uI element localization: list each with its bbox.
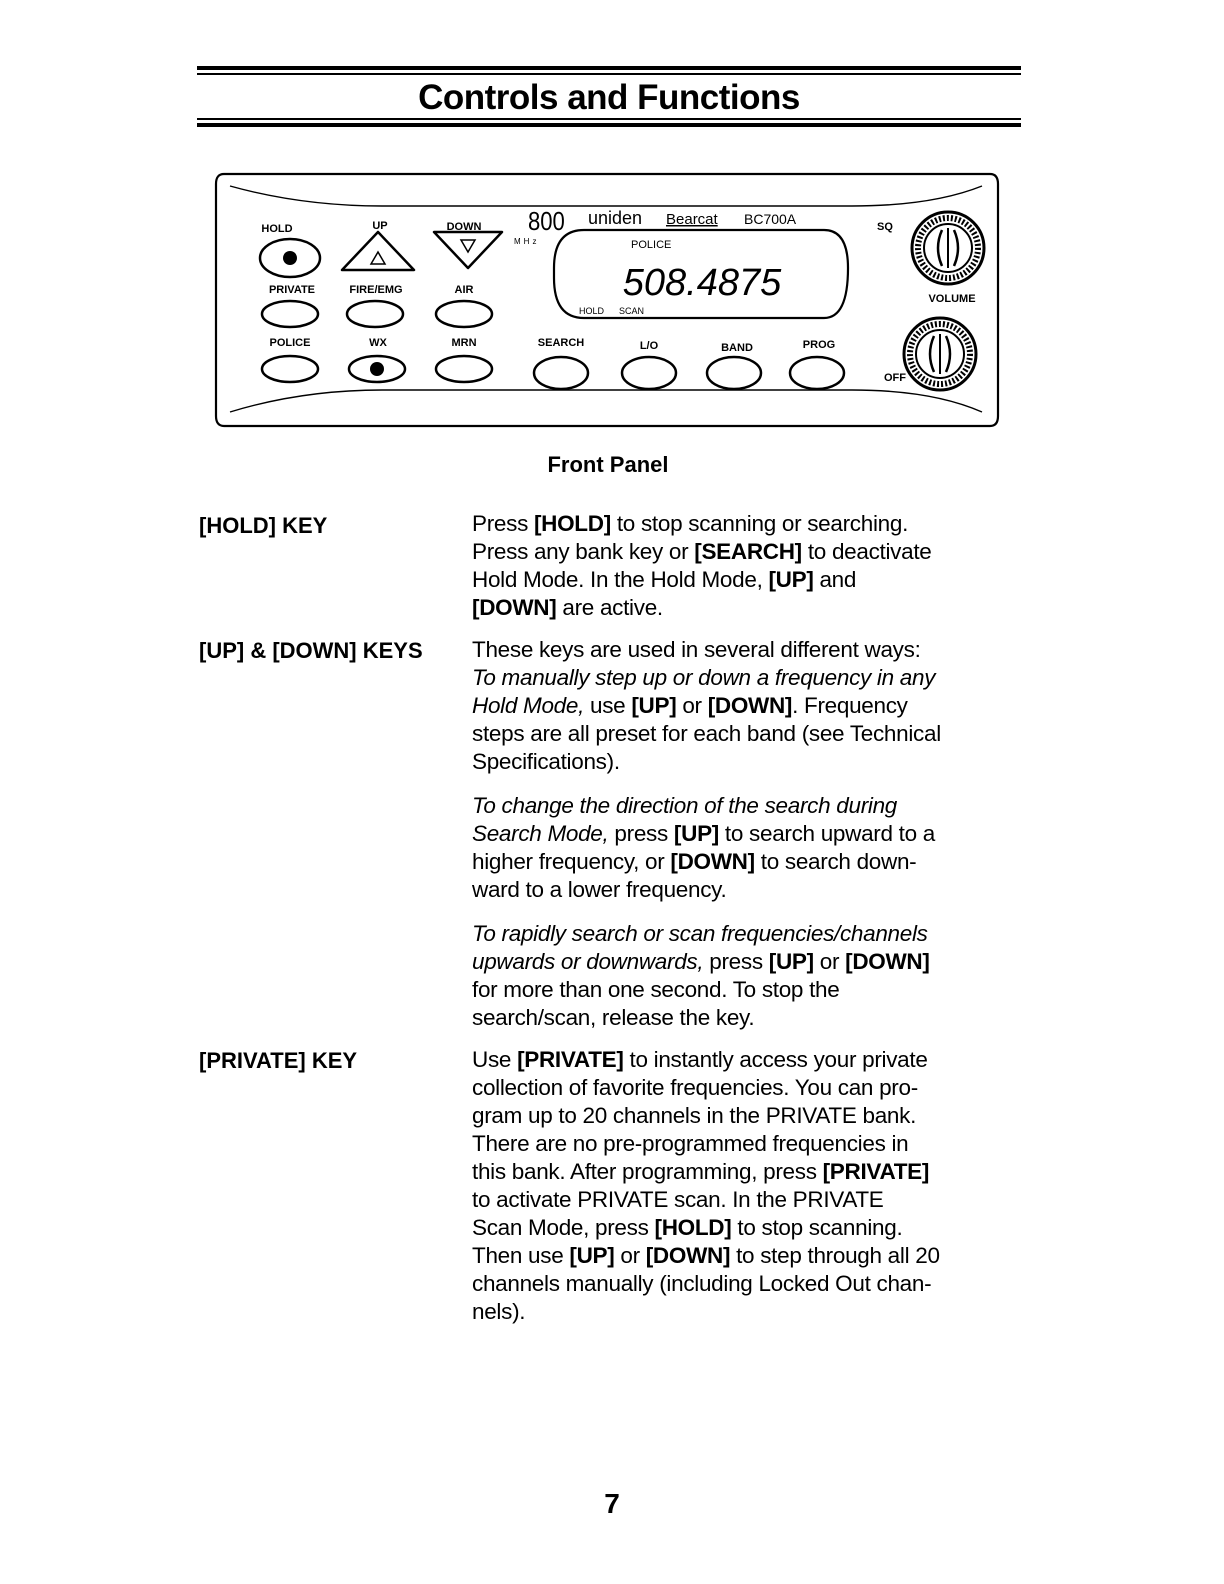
off-label: OFF (884, 372, 906, 384)
display-hold-indicator: HOLD (579, 306, 605, 316)
header-rule-top-thin (197, 73, 1021, 75)
air-key[interactable] (436, 301, 492, 327)
sq-knob-label: SQ (877, 221, 893, 233)
band-key[interactable] (707, 357, 761, 389)
display-scan-indicator: SCAN (619, 306, 645, 316)
updown-keys-heading: [UP] & [DOWN] KEYS (199, 638, 423, 663)
police-key-label: POLICE (269, 337, 311, 349)
up-key[interactable] (342, 232, 414, 270)
header-rule-bottom-thick (197, 123, 1021, 127)
display-frequency: 508.4875 (622, 262, 782, 304)
hold-key-label: HOLD (261, 223, 293, 235)
prog-key-label: PROG (802, 339, 836, 351)
band-800-badge: 800 (528, 207, 565, 237)
updown-paragraph-3: To rapidly search or scan frequencies/channels upwards or downwards, press [UP] or [DOWN] for more than one second. To stop the search/scan, release the key. (472, 921, 930, 1030)
display-bank: POLICE (631, 239, 672, 251)
mrn-key[interactable] (436, 356, 492, 382)
hold-key-description: Press [HOLD] to stop scanning or searching. Press any bank key or [SEARCH] to deactivate Hold Mode. In the Hold Mode, [UP] and [DOWN] are active. (472, 511, 932, 620)
up-key-label: UP (372, 220, 388, 232)
wx-key-dot (370, 362, 384, 376)
brand-name: uniden (588, 208, 643, 228)
down-key[interactable] (434, 232, 502, 268)
wx-key-label: WX (369, 337, 387, 349)
private-key[interactable] (262, 301, 318, 327)
police-key[interactable] (262, 356, 318, 382)
prog-key[interactable] (790, 357, 844, 389)
updown-keys-description (472, 636, 1032, 1032)
search-key-label: SEARCH (537, 337, 585, 349)
down-key-label: DOWN (446, 221, 482, 233)
fire-emg-key-label: FIRE/EMG (349, 284, 403, 296)
mrn-key-label: MRN (451, 337, 477, 349)
lo-key[interactable] (622, 357, 676, 389)
header-rule-top-thick (197, 66, 1021, 70)
mhz-badge: MHz (514, 237, 540, 246)
model-name: BC700A (744, 211, 797, 227)
hold-key-dot (283, 251, 297, 265)
page-number: 7 (604, 1488, 620, 1519)
band-key-label: BAND (721, 342, 753, 354)
private-key-description: Use [PRIVATE] to instantly access your private collection of favorite frequencies. You can pro- gram up to 20 channels in the PRIVATE bank. There are no pre-programmed frequencies in this bank. After programming, press [PRIVATE] to activate PRIVATE scan. In the PRIVATE Scan Mode, press [HOLD] to stop scanning. Then use [UP] or [DOWN] to step through all 20 channels manually (including Locked Out chan- nels). (472, 1047, 940, 1324)
private-key-label: PRIVATE (268, 284, 316, 296)
private-key-heading: [PRIVATE] KEY (199, 1048, 358, 1073)
front-panel-caption: Front Panel (547, 452, 669, 477)
search-key[interactable] (534, 357, 588, 389)
air-key-label: AIR (454, 284, 474, 296)
header-rule-bottom-thin (197, 118, 1021, 120)
squelch-knob[interactable] (912, 212, 984, 284)
fire-emg-key[interactable] (347, 301, 403, 327)
updown-paragraph-2: To change the direction of the search during Search Mode, press [UP] to search upward to a higher frequency, or [DOWN] to search down- ward to a lower frequency. (472, 793, 935, 902)
page-title: Controls and Functions (418, 78, 800, 117)
volume-knob[interactable] (904, 318, 976, 390)
updown-paragraph-1: These keys are used in several different ways: To manually step up or down a frequency in any Hold Mode, use [UP] or [DOWN]. Frequency steps are all preset for each band (see Technical Specifications). (472, 637, 941, 774)
front-panel-illustration (212, 168, 1004, 434)
series-name: Bearcat (666, 211, 718, 228)
lo-key-label: L/O (639, 340, 659, 352)
hold-key-heading: [HOLD] KEY (199, 513, 328, 538)
lcd-display (554, 230, 848, 318)
volume-label: VOLUME (928, 293, 976, 305)
